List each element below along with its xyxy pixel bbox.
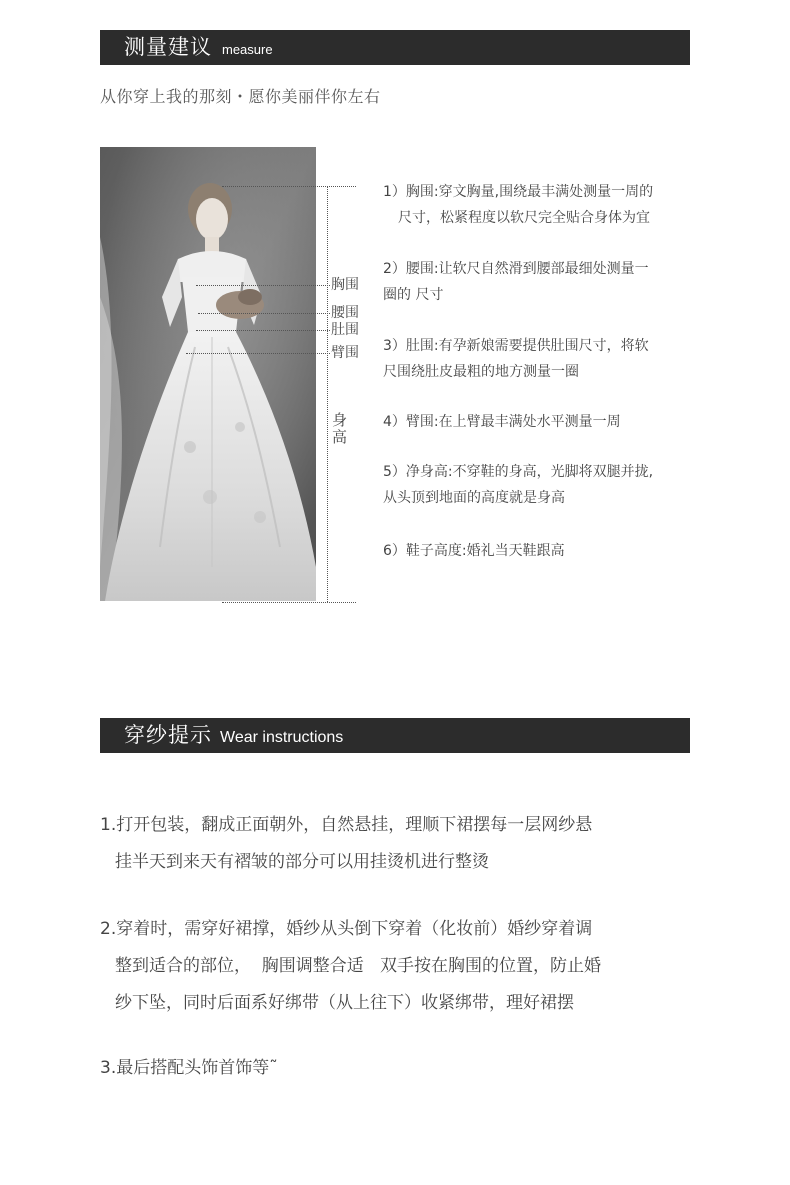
measure-item-line: 5）净身高:不穿鞋的身高，光脚将双腿并拢,	[383, 464, 654, 480]
height-bottom-line	[222, 602, 356, 603]
belly-label: 肚围	[331, 322, 359, 338]
measure-subtitle: 从你穿上我的那刻・愿你美丽伴你左右	[100, 87, 381, 106]
measure-item-line: 圈的 尺寸	[383, 287, 444, 303]
measure-item-shoe-height	[383, 538, 693, 564]
measure-item-arm	[383, 409, 693, 435]
measure-item-belly	[383, 333, 693, 385]
arm-guide-line	[186, 353, 330, 354]
measure-item-line: 尺寸，松紧程度以软尺完全贴合身体为宜	[398, 210, 650, 226]
wear-item-3	[100, 1050, 695, 1087]
wear-item-line: 2.穿着时，需穿好裙撑，婚纱从头倒下穿着（化妆前）婚纱穿着调	[100, 919, 593, 939]
arm-label: 臂围	[331, 345, 359, 361]
measure-section-header	[100, 30, 690, 65]
measure-item-line: 4）臂围:在上臂最丰满处水平测量一周	[383, 414, 621, 430]
height-label-char-1: 身	[332, 411, 348, 429]
wear-item-line: 1.打开包装，翻成正面朝外，自然悬挂，理顺下裙摆每一层网纱悬	[100, 815, 593, 835]
height-guide-line	[327, 186, 328, 602]
wear-title-zh: 穿纱提示	[124, 723, 212, 747]
measure-item-line: 尺围绕肚皮最粗的地方测量一圈	[383, 364, 579, 380]
measure-item-line: 2）腰围:让软尺自然滑到腰部最细处测量一	[383, 261, 649, 277]
wear-item-line: 整到适合的部位， 胸围调整合适 双手按在胸围的位置，防止婚	[115, 956, 602, 976]
wear-item-line: 挂半天到来天有褶皱的部分可以用挂烫机进行整烫	[115, 852, 489, 872]
measure-item-line: 6）鞋子高度:婚礼当天鞋跟高	[383, 543, 565, 559]
measure-title-zh: 测量建议	[124, 35, 212, 59]
wear-item-line: 纱下坠，同时后面系好绑带（从上往下）收紧绑带，理好裙摆	[115, 993, 574, 1013]
waist-guide-line	[198, 313, 330, 314]
measure-title-en: measure	[222, 42, 273, 57]
height-label	[332, 412, 348, 446]
wear-section-header	[100, 718, 690, 753]
bust-label: 胸围	[331, 277, 359, 293]
wear-title-en: Wear instructions	[220, 729, 344, 746]
belly-guide-line	[196, 330, 330, 331]
measure-item-waist	[383, 256, 693, 308]
measure-item-height	[383, 459, 693, 511]
waist-label: 腰围	[331, 305, 359, 321]
measure-item-line: 1）胸围:穿文胸量,围绕最丰满处测量一周的	[383, 184, 654, 200]
measure-item-line: 3）肚围:有孕新娘需要提供肚围尺寸，将软	[383, 338, 649, 354]
wear-item-line: 3.最后搭配头饰首饰等˜	[100, 1058, 278, 1078]
height-label-char-2: 高	[332, 428, 348, 446]
wear-item-2	[100, 911, 695, 1022]
wear-item-1	[100, 807, 695, 881]
measure-item-line: 从头顶到地面的高度就是身高	[383, 490, 565, 506]
bust-guide-line	[196, 285, 330, 286]
height-top-line	[222, 186, 356, 187]
measure-item-bust	[383, 179, 693, 231]
wedding-dress-photo	[100, 147, 316, 601]
